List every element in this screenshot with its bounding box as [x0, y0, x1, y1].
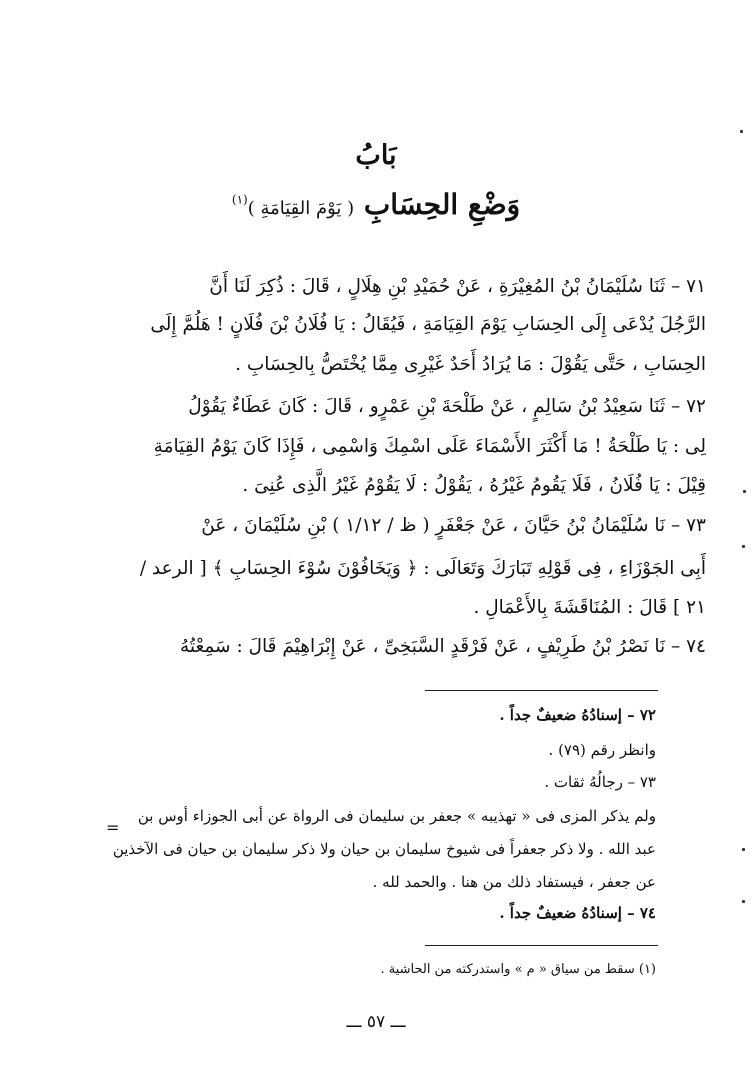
chapter-label: بَابُ [355, 140, 397, 171]
scan-speck [742, 900, 745, 903]
notes-divider [425, 690, 658, 691]
note-line: ٧٣ – رجالُهُ ثقات . [544, 773, 656, 791]
footnote: (١) سقط من سياق « م » واستدركته من الحاشية . [380, 962, 656, 977]
scan-speck [740, 130, 743, 133]
scan-speck [742, 848, 745, 851]
note-line: ولم يذكر المزى فى « تهذيبه » جعفر بن سليمان فى الرواة عن أبى الجوزاء أوس بن [137, 807, 656, 825]
scan-speck [743, 490, 746, 493]
note-line: وانظر رقم (٧٩) . [548, 741, 656, 759]
chapter-title-paren: ( يَوْمَ القِيَامَةِ ) [247, 198, 355, 219]
body-line: ٧٤ – نَا نَصْرُ بْنُ طَرِيْفٍ ، عَنْ فَرْقَدٍ السَّبَخِىِّ ، عَنْ إِبْرَاهِيْمَ قَالَ : سَمِعْتُهُ [179, 636, 706, 657]
body-line: لِى : يَا طَلْحَةُ ! مَا أَكْثَرَ الأَسْمَاءَ عَلَى اسْمِكَ وَاسْمِى ، فَإِذَا كَانَ يَوْمُ القِيَامَةِ [153, 436, 706, 457]
body-line: ٧٢ – ثَنَا سَعِيْدُ بْنُ سَالِمٍ ، عَنْ طَلْحَةَ بْنِ عَمْرٍو ، قَالَ : كَانَ عَطَاءٌ يَقُوْلُ [188, 396, 706, 417]
note-line: عن جعفر ، فيستفاد ذلك من هنا . والحمد لله . [372, 873, 656, 891]
chapter-title [0, 188, 752, 221]
footnote-ref: (١) [231, 192, 248, 207]
body-line: ٧١ – ثَنَا سُلَيْمَانُ بْنُ المُغِيْرَةِ ، عَنْ حُمَيْدِ بْنِ هِلَالٍ ، قَالَ : ذُكِرَ لَنَا أَنَّ [209, 276, 706, 297]
body-line: الحِسَابِ ، حَتَّى يَقُوْلَ : مَا يُرَادُ أَحَدٌ غَيْرِى مِمَّا يُخْتَصُّ بِالحِسَابِ . [235, 354, 706, 375]
body-line: قِيْلَ : يَا فُلَانُ ، فَلَا يَقُومُ غَيْرُهُ ، يَقُوْلُ : لَا يَقُوْمُ غَيْرُ الَّذِى عُنِىَ . [242, 475, 706, 496]
continuation-mark: = [106, 818, 120, 837]
scan-speck [742, 545, 745, 548]
page-number: ـــ ٥٧ ـــ [346, 1012, 406, 1032]
note-line: عبد الله . ولا ذكر جعفراً فى شيوخ سليمان بن حيان ولا ذكر سليمان بن حيان فى الآخذين [112, 840, 656, 858]
body-line: ٧٣ – نَا سُلَيْمَانُ بْنُ حَيَّانَ ، عَنْ جَعْفَرٍ ( ظ / ١/١٢ ) بْنِ سُلَيْمَانَ ، عَنْ [201, 515, 706, 536]
note-line: ٧٢ – إسنادُهُ ضعيفٌ جداً . [499, 706, 656, 724]
note-line: ٧٤ – إسنادُهُ ضعيفٌ جداً . [499, 904, 656, 922]
chapter-title-main: وَضْعِ الحِسَابِ [363, 188, 521, 221]
footnote-divider [425, 945, 658, 946]
body-line: أَبِى الجَوْزَاءِ ، فِى قَوْلِهِ تَبَارَكَ وَتَعَالَى : ﴿ وَيَخَافُوْنَ سُوْءَ الحِسَابِ ﴾ [ الرعد / [139, 558, 706, 579]
body-line: ٢١ ] قَالَ : المُنَاقَشَةَ بِالأَعْمَالِ . [473, 597, 706, 618]
body-line: الرَّجُلَ يُدْعَى إِلَى الحِسَابِ يَوْمَ القِيَامَةِ ، فَيُقَالُ : يَا فُلَانُ بْنَ فُلَانٍ ! هَلُمَّ إِلَى [150, 314, 706, 335]
